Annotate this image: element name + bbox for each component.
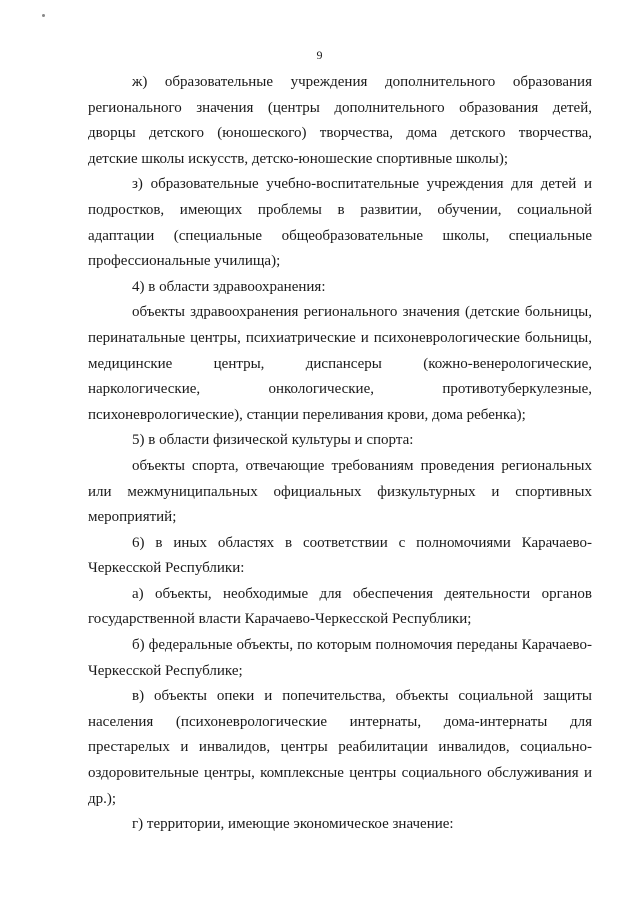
text-line: регионального значения (центры дополнительного образования детей,: [88, 99, 592, 116]
text-line: 4) в области здравоохранения:: [132, 278, 326, 295]
text-line: престарелых и инвалидов, центры реабилитации инвалидов, социально-: [88, 739, 592, 756]
text-line: ж) образовательные учреждения дополнительного образования: [132, 74, 592, 90]
text-line: 6) в иных областях в соответствии с полномочиями Карачаево-: [132, 534, 592, 551]
text-line: Черкесской Республике;: [88, 662, 243, 679]
text-line: Черкесской Республики:: [88, 560, 245, 577]
text-line: др.);: [88, 790, 117, 807]
text-line: мероприятий;: [88, 509, 177, 526]
text-line: объекты спорта, отвечающие требованиям проведения региональных: [132, 457, 592, 474]
text-line: психоневрологические), станции переливания крови, дома ребенка);: [88, 406, 526, 423]
text-line: наркологические, онкологические, противотуберкулезные,: [88, 381, 592, 398]
text-line: населения (психоневрологические интернаты, дома-интернаты для: [88, 713, 592, 730]
text-line: б) федеральные объекты, по которым полномочия переданы Карачаево-: [132, 637, 592, 654]
text-line: 5) в области физической культуры и спорта:: [132, 432, 414, 449]
text-line: детские школы искусств, детско-юношеские спортивные школы);: [88, 150, 508, 167]
page-number: 9: [316, 48, 323, 62]
text-line: подростков, имеющих проблемы в развитии, обучении, социальной: [88, 201, 592, 218]
text-line: профессиональные училища);: [88, 253, 281, 270]
text-line: а) объекты, необходимые для обеспечения деятельности органов: [132, 585, 592, 602]
text-line: объекты здравоохранения регионального значения (детские больницы,: [132, 304, 592, 321]
text-line: перинатальные центры, психиатрические и психоневрологические больницы,: [88, 329, 592, 346]
text-line: в) объекты опеки и попечительства, объекты социальной защиты: [132, 688, 592, 705]
scan-dot: [42, 14, 45, 17]
text-line: адаптации (специальные общеобразовательные школы, специальные: [88, 227, 592, 244]
text-line: или межмуниципальных официальных физкультурных и спортивных: [88, 483, 592, 500]
text-line: медицинские центры, диспансеры (кожно-венерологические,: [88, 355, 592, 372]
text-line: дворцы детского (юношеского) творчества, дома детского творчества,: [88, 125, 592, 142]
text-line: государственной власти Карачаево-Черкесской Республики;: [88, 611, 472, 628]
document-body: [88, 70, 592, 838]
text-line: г) территории, имеющие экономическое значение:: [132, 816, 454, 833]
text-line: оздоровительные центры, комплексные центры социального обслуживания и: [88, 765, 592, 782]
text-line: з) образовательные учебно-воспитательные учреждения для детей и: [132, 176, 592, 193]
